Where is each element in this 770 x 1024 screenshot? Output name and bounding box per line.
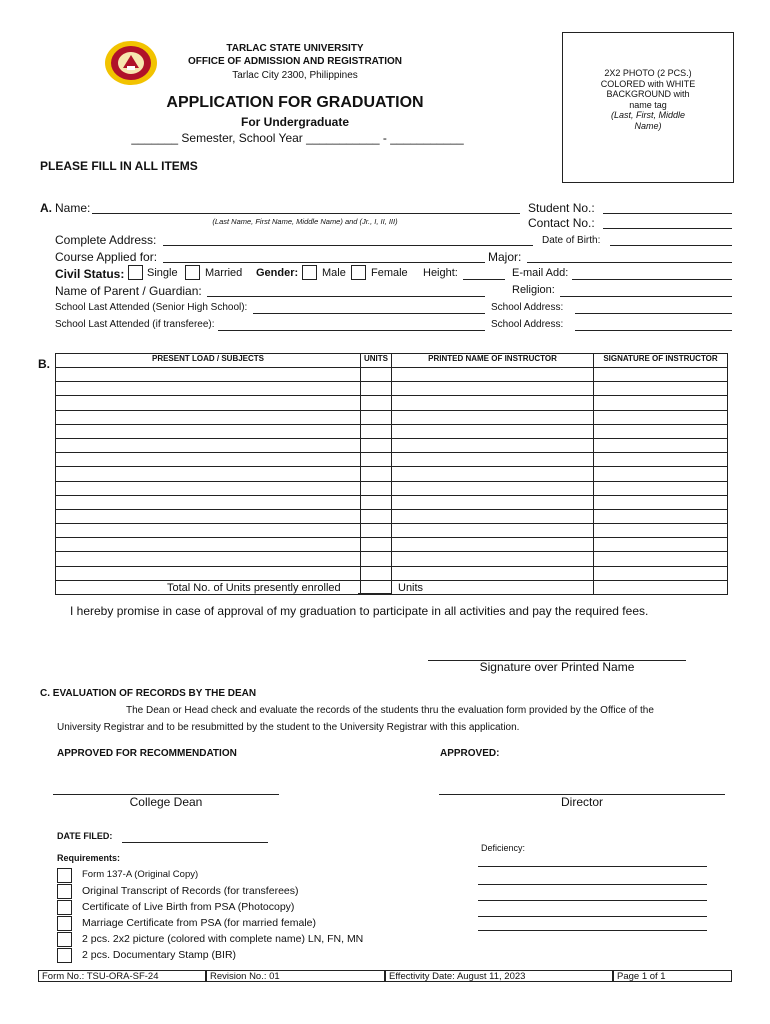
table-row [56, 481, 728, 495]
instructor-cell[interactable] [392, 453, 594, 467]
male-label: Male [322, 267, 346, 279]
school-shs-field[interactable] [253, 313, 485, 314]
school-transferee-field[interactable] [218, 330, 485, 331]
height-field[interactable] [463, 279, 505, 280]
instructor-cell[interactable] [392, 368, 594, 382]
subject-cell[interactable] [56, 396, 361, 410]
photo-line-1: 2X2 PHOTO (2 PCS.) [604, 68, 692, 78]
dob-field[interactable] [610, 245, 732, 246]
col-units-header: UNITS [361, 354, 392, 368]
instructor-cell[interactable] [392, 481, 594, 495]
total-units-field[interactable] [358, 593, 392, 594]
subject-cell[interactable] [56, 382, 361, 396]
signature-cell[interactable] [594, 368, 728, 382]
dob-label: Date of Birth: [542, 235, 601, 246]
units-cell[interactable] [361, 424, 392, 438]
signature-cell[interactable] [594, 438, 728, 452]
school-address-2-label: School Address: [491, 319, 564, 330]
male-checkbox[interactable] [302, 265, 317, 280]
married-checkbox[interactable] [185, 265, 200, 280]
requirement-checkbox[interactable] [57, 916, 72, 931]
deficiency-line-4[interactable] [478, 916, 707, 917]
school-address-1-field[interactable] [575, 313, 732, 314]
section-c-text-1: The Dean or Head check and evaluate the records of the students thru the evaluation form provided by the Office of the [126, 705, 654, 716]
deficiency-line-2[interactable] [478, 884, 707, 885]
subject-cell[interactable] [56, 495, 361, 509]
subject-cell[interactable] [56, 566, 361, 580]
religion-field[interactable] [560, 296, 732, 297]
subject-cell[interactable] [56, 509, 361, 523]
signature-cell[interactable] [594, 538, 728, 552]
signature-cell[interactable] [594, 509, 728, 523]
religion-label: Religion: [512, 284, 555, 296]
units-cell[interactable] [361, 410, 392, 424]
table-row [56, 453, 728, 467]
approved-label: APPROVED: [440, 748, 500, 759]
student-no-label: Student No.: [528, 201, 595, 215]
deficiency-line-5[interactable] [478, 930, 707, 931]
deficiency-line-3[interactable] [478, 900, 707, 901]
signature-cell[interactable] [594, 396, 728, 410]
signature-cell[interactable] [594, 382, 728, 396]
subject-cell[interactable] [56, 552, 361, 566]
instructor-cell[interactable] [392, 552, 594, 566]
address-label: Complete Address: [55, 233, 157, 247]
student-no-field[interactable] [603, 213, 732, 214]
col-signature-header: SIGNATURE OF INSTRUCTOR [594, 354, 728, 368]
photo-box[interactable] [562, 32, 734, 183]
subjects-table [55, 353, 728, 595]
instructor-cell[interactable] [392, 424, 594, 438]
requirement-checkbox[interactable] [57, 884, 72, 899]
section-a-letter: A. [40, 201, 52, 215]
subject-cell[interactable] [56, 368, 361, 382]
office-name: OFFICE OF ADMISSION AND REGISTRATION [187, 56, 403, 67]
page-title: APPLICATION FOR GRADUATION [166, 94, 424, 111]
requirement-label: Marriage Certificate from PSA (for married female) [82, 917, 316, 929]
email-field[interactable] [572, 279, 732, 280]
married-label: Married [205, 267, 243, 279]
major-field[interactable] [527, 262, 732, 263]
requirement-checkbox[interactable] [57, 948, 72, 963]
single-checkbox[interactable] [128, 265, 143, 280]
signature-cell[interactable] [594, 580, 728, 594]
units-cell[interactable] [361, 467, 392, 481]
subject-cell[interactable] [56, 438, 361, 452]
units-cell[interactable] [361, 552, 392, 566]
parent-label: Name of Parent / Guardian: [55, 284, 202, 298]
signature-cell[interactable] [594, 524, 728, 538]
date-filed-label: DATE FILED: [57, 831, 113, 841]
units-cell[interactable] [361, 453, 392, 467]
instructor-cell[interactable] [392, 382, 594, 396]
contact-no-label: Contact No.: [528, 216, 595, 230]
section-c-title: C. EVALUATION OF RECORDS BY THE DEAN [40, 688, 257, 699]
course-label: Course Applied for: [55, 250, 158, 264]
units-cell[interactable] [361, 382, 392, 396]
table-row [56, 552, 728, 566]
revision-number: Revision No.: 01 [206, 970, 385, 982]
deficiency-line-1[interactable] [478, 866, 707, 867]
units-cell[interactable] [361, 438, 392, 452]
instructor-cell[interactable] [392, 467, 594, 481]
school-shs-label: School Last Attended (Senior High School): [55, 302, 248, 313]
subject-cell[interactable] [56, 538, 361, 552]
table-row [56, 396, 728, 410]
units-cell[interactable] [361, 524, 392, 538]
signature-cell[interactable] [594, 566, 728, 580]
instructor-cell[interactable] [392, 524, 594, 538]
instructor-cell[interactable] [392, 566, 594, 580]
table-row [56, 467, 728, 481]
requirements-label: Requirements: [57, 853, 121, 863]
table-row [56, 509, 728, 523]
instructor-cell[interactable] [392, 538, 594, 552]
promise-text: I hereby promise in case of approval of my graduation to participate in all activities and pay the required fees. [70, 604, 649, 618]
signature-cell[interactable] [594, 410, 728, 424]
major-label: Major: [488, 250, 522, 264]
contact-no-field[interactable] [603, 228, 732, 229]
gender-label: Gender: [256, 267, 299, 279]
requirement-checkbox[interactable] [57, 900, 72, 915]
subject-cell[interactable] [56, 467, 361, 481]
requirement-label: Certificate of Live Birth from PSA (Photocopy) [82, 901, 295, 913]
requirement-label: Original Transcript of Records (for transferees) [82, 885, 299, 897]
requirement-label: Form 137-A (Original Copy) [82, 869, 199, 880]
college-dean-label: College Dean [129, 795, 203, 809]
units-cell[interactable] [361, 481, 392, 495]
university-name: TARLAC STATE UNIVERSITY [226, 43, 364, 54]
table-row [56, 382, 728, 396]
effectivity-date: Effectivity Date: August 11, 2023 [385, 970, 613, 982]
subject-cell[interactable] [56, 524, 361, 538]
address-field[interactable] [163, 245, 533, 246]
deficiency-label: Deficiency: [481, 843, 526, 853]
director-label: Director [560, 795, 603, 809]
table-row [56, 524, 728, 538]
university-city: Tarlac City 2300, Philippines [232, 70, 358, 81]
subject-cell[interactable] [56, 481, 361, 495]
page-number: Page 1 of 1 [613, 970, 732, 982]
page-subtitle: For Undergraduate [240, 115, 349, 129]
subject-cell[interactable] [56, 410, 361, 424]
requirement-label: 2 pcs. 2x2 picture (colored with complete name) LN, FN, MN [82, 933, 364, 945]
instructor-cell[interactable] [392, 396, 594, 410]
photo-line-6: Name) [634, 120, 662, 131]
table-row [56, 424, 728, 438]
name-label: Name: [55, 201, 91, 215]
table-row [56, 538, 728, 552]
instructor-cell[interactable] [392, 509, 594, 523]
single-label: Single [147, 267, 178, 279]
signature-cell[interactable] [594, 552, 728, 566]
col-instructor-header: PRINTED NAME OF INSTRUCTOR [392, 354, 594, 368]
section-b-letter: B. [38, 357, 50, 371]
school-transferee-label: School Last Attended (if transferee): [55, 319, 215, 330]
school-address-2-field[interactable] [575, 330, 732, 331]
col-subjects-header: PRESENT LOAD / SUBJECTS [56, 354, 361, 368]
total-units-label: Total No. of Units presently enrolled [167, 582, 341, 594]
photo-line-2: COLORED with WHITE [600, 78, 696, 89]
name-hint: (Last Name, First Name, Middle Name) and (Jr., I, II, III) [212, 217, 398, 226]
height-label: Height: [423, 267, 458, 279]
parent-field[interactable] [207, 296, 485, 297]
semester-school-year-line[interactable]: _______ Semester, School Year ___________ - ___________ [131, 131, 464, 145]
units-cell[interactable] [361, 495, 392, 509]
signature-cell[interactable] [594, 424, 728, 438]
subject-cell[interactable] [56, 453, 361, 467]
table-row [56, 495, 728, 509]
signature-cell[interactable] [594, 495, 728, 509]
units-cell[interactable] [361, 566, 392, 580]
female-label: Female [371, 267, 408, 279]
units-cell[interactable] [361, 396, 392, 410]
email-label: E-mail Add: [512, 267, 569, 279]
units-cell[interactable] [361, 538, 392, 552]
requirement-label: 2 pcs. Documentary Stamp (BIR) [82, 949, 237, 961]
units-cell[interactable] [361, 509, 392, 523]
table-header-row [56, 354, 728, 368]
table-row [56, 438, 728, 452]
instructor-cell[interactable] [392, 495, 594, 509]
table-row [56, 566, 728, 580]
subject-cell[interactable] [56, 424, 361, 438]
instructor-cell[interactable] [392, 410, 594, 424]
signature-cell[interactable] [594, 467, 728, 481]
photo-line-4: name tag [629, 99, 667, 110]
female-checkbox[interactable] [351, 265, 366, 280]
approved-for-recommendation: APPROVED FOR RECOMMENDATION [57, 748, 237, 759]
requirement-checkbox[interactable] [57, 932, 72, 947]
units-cell[interactable] [361, 368, 392, 382]
table-row [56, 410, 728, 424]
course-field[interactable] [163, 262, 485, 263]
name-field[interactable] [92, 213, 520, 214]
school-address-1-label: School Address: [491, 302, 564, 313]
instructor-cell[interactable] [392, 438, 594, 452]
units-label: Units [398, 582, 424, 594]
signature-cell[interactable] [594, 481, 728, 495]
table-row [56, 368, 728, 382]
requirement-checkbox[interactable] [57, 868, 72, 883]
photo-line-5: (Last, First, Middle [610, 110, 686, 120]
signature-label: Signature over Printed Name [479, 660, 635, 674]
form-number: Form No.: TSU-ORA-SF-24 [38, 970, 206, 982]
signature-cell[interactable] [594, 453, 728, 467]
section-c-text-2: University Registrar and to be resubmitted by the student to the University Registrar with this application. [57, 722, 520, 733]
date-filed-field[interactable] [122, 842, 268, 843]
photo-line-3: BACKGROUND with [606, 89, 690, 99]
instructions-heading: PLEASE FILL IN ALL ITEMS [40, 159, 198, 173]
civil-status-label: Civil Status: [55, 267, 125, 281]
